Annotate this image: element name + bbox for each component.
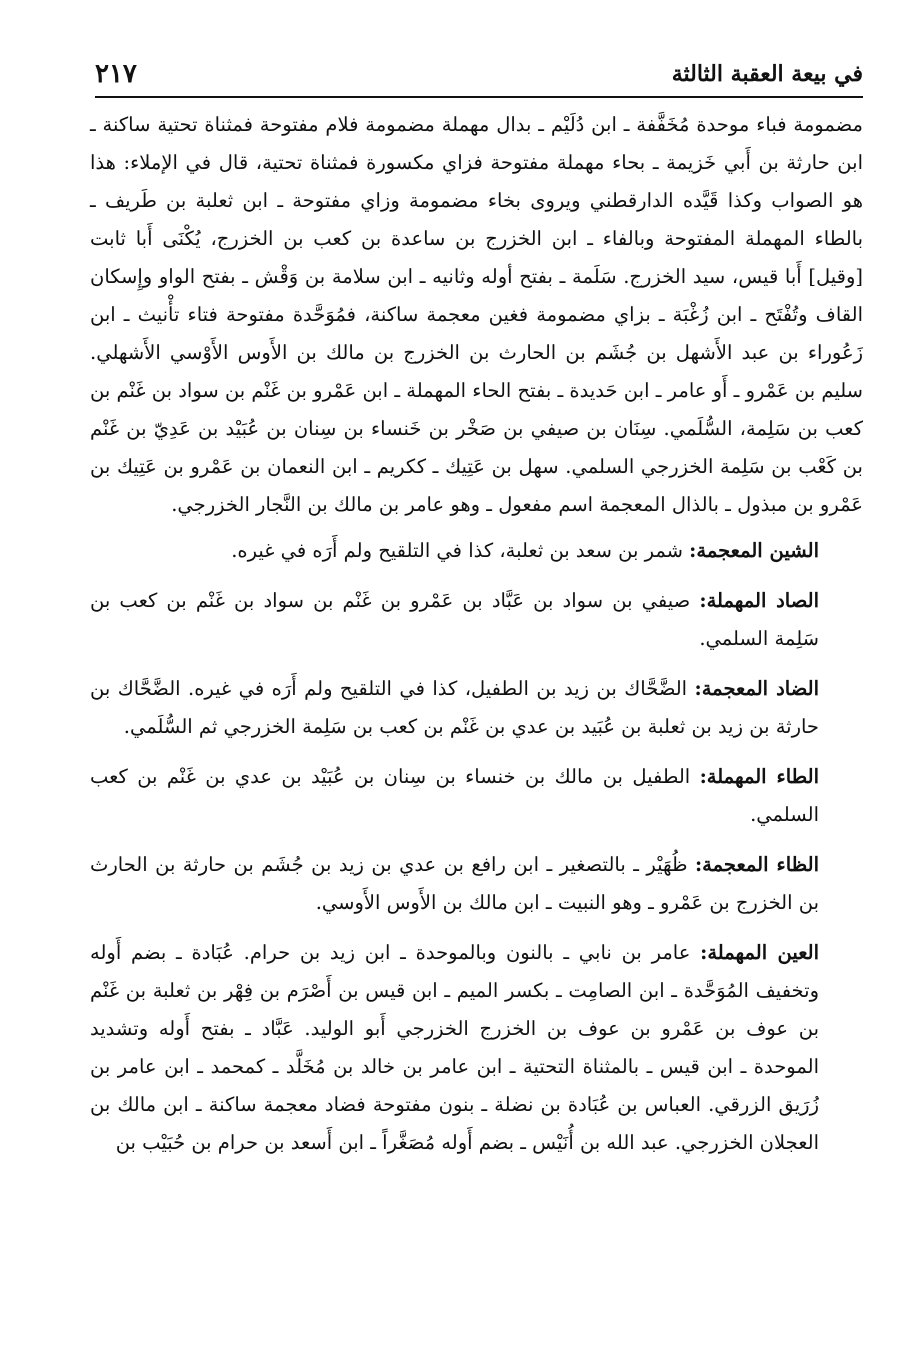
paragraph-za [90,846,863,922]
page-number: ٢١٧ [95,59,137,89]
page-header [95,52,863,98]
section-heading: العين المهملة: [700,941,819,964]
paragraph-text: مضمومة فباء موحدة مُخَفَّفة ـ ابن دُلَيْم ـ بدال مهملة مضمومة فلام مفتوحة فمثناة تحتية ساكنة ـ ابن حارثة بن أَبي خَزيمة ـ بحاء مهملة مفتوحة فزاي مكسورة فمثناة تحتية، قال في الإملاء: هذا هو الصواب وكذا قَيَّده الدارقطني ويروى بخاء مضمومة وزاي مفتوحة ـ ابن ثعلبة بن طَريف ـ بالطاء المهملة المفتوحة وبالفاء ـ ابن الخزرج بن ساعدة بن كعب بن الخزرج، يُكْنَى أَبا ثابت [وقيل] أَبا قيس، سيد الخزرج. سَلَمة ـ بفتح أوله وثانيه ـ ابن سلامة بن وَقْش ـ بفتح الواو وإِسكان القاف وتُفْتَح ـ ابن زُغْبَة ـ بزاي مضمومة فغين معجمة ساكنة، فمُوَحَّدة مفتوحة فتاء تأْنيث ـ ابن زَعُوراء بن عبد الأَشهل بن جُشَم بن الحارث بن الخزرج بن مالك بن الأَوس الأَوْسي الأَشهلي. سليم بن عَمْرو ـ أَو عامر ـ ابن حَديدة ـ بفتح الحاء المهملة ـ ابن عَمْرو بن غَنْم بن سواد بن غَنْم بن كعب بن سَلِمة، السُّلَمي. سِنَان بن صيفي بن صَخْر بن خَنساء بن سِنان بن عُبَيْد بن عَدِيّ بن غَنْم بن كَعْب بن سَلِمة الخزرجي السلمي. سهل بن عَتِيك ـ ككريم ـ ابن النعمان بن عَمْرو بن عَتِيك بن عَمْرو بن مبذول ـ بالذال المعجمة اسم مفعول ـ وهو عامر بن مالك بن النَّجار الخزرجي. [90,113,863,516]
paragraph-sad [90,582,863,658]
running-title: في بيعة العقبة الثالثة [671,61,863,87]
section-heading: الطاء المهملة: [699,765,819,788]
paragraph-text: عامر بن نابي ـ بالنون وبالموحدة ـ ابن زيد بن حرام. عُبَادة ـ بضم أَوله وتخفيف المُوَحَّدة ـ ابن الصامِت ـ بكسر الميم ـ ابن قيس بن أَصْرَم بن فِهْر بن ثعلبة بن غَنْم بن عوف بن عَمْرو بن عوف بن الخزرج الخزرجي أَبو الوليد. عَبَّاد ـ بفتح أَوله وتشديد الموحدة ـ ابن قيس ـ بالمثناة التحتية ـ ابن عامر بن خالد بن مُخَلَّد ـ كمحمد ـ ابن عامر بن زُرَيق الزرقي. العباس بن عُبَادة بن نضلة ـ بنون مفتوحة فضاد معجمة ساكنة ـ ابن مالك بن العجلان الخزرجي. عبد الله بن أُنَيْس ـ بضم أَوله مُصَغَّراً ـ ابن أَسعد بن حرام بن حُبَيْب بن [90,941,819,1154]
paragraph-text: ظُهَيْر ـ بالتصغير ـ ابن رافع بن عدي بن زيد بن جُشَم بن حارثة بن الحارث بن الخزرج بن عَمْرو ـ وهو النبيت ـ ابن مالك بن الأَوس الأَوسي. [90,853,819,914]
page-body [90,106,863,1174]
paragraph-text: الطفيل بن مالك بن خنساء بن سِنان بن عُبَيْد بن عدي بن غَنْم بن كعب السلمي. [90,765,819,826]
paragraph-ta [90,758,863,834]
section-heading: الشين المعجمة: [689,539,819,562]
paragraph-continued [90,106,863,524]
section-heading: الضاد المعجمة: [694,677,819,700]
paragraph-dad [90,670,863,746]
paragraph-shin [90,532,863,570]
section-heading: الظاء المعجمة: [694,853,820,876]
paragraph-text: صيفي بن سواد بن عَبَّاد بن عَمْرو بن غَنْم بن سواد بن غَنْم بن كعب بن سَلِمة السلمي. [90,589,819,650]
section-heading: الصاد المهملة: [699,589,820,612]
paragraph-text: شمر بن سعد بن ثعلبة، كذا في التلقيح ولم أَرَه في غيره. [231,539,683,562]
paragraph-ayn [90,934,863,1162]
paragraph-text: الضَّحَّاك بن زيد بن الطفيل، كذا في التلقيح ولم أَرَه في غيره. الضَّحَّاك بن حارثة بن زيد بن ثعلبة بن عُبَيد بن عدي بن غَنْم بن كعب بن سَلِمة الخزرجي ثم السُّلَمي. [90,677,819,738]
